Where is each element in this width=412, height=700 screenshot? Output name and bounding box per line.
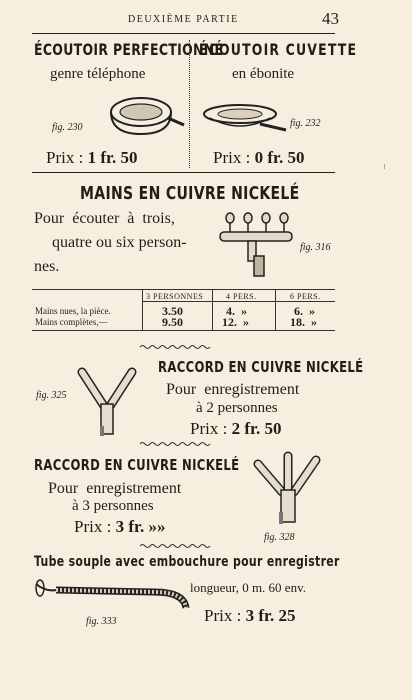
wavy-divider-1 [140,344,210,350]
margin-mark [384,164,385,169]
raccord-3-title: RACCORD EN CUIVRE NICKELÉ [34,456,240,474]
ecouteur-cuvette-title: ÉCOUTOIR CUVETTE [199,40,358,59]
raccord-3-desc-1: Pour enregistrement [48,480,182,497]
raccord-3-price-value: 3 fr. »» [115,517,166,536]
table-row-1-label: Mains nues, la pièce. [35,306,111,316]
table-row-1-val-3: 3.50 [162,304,183,318]
raccord-3-desc-2: à 3 personnes [72,498,154,514]
table-row-2-val-6: 18. » [290,315,317,329]
ecouteur-cuvette-price-value: 0 fr. 50 [254,148,305,167]
running-title: DEUXIÈME PARTIE [128,14,239,25]
raccord-2-desc-2: à 2 personnes [196,400,278,416]
table-row-2-label: Mains complètes,— [35,317,108,327]
raccord-2-title: RACCORD EN CUIVRE NICKELÉ [158,358,364,376]
tube-souple-fig: fig. 333 [86,616,117,627]
table-row-1-val-4: 4. » [226,304,247,318]
tube-souple-price [204,606,295,626]
tube-souple-price-prefix: Prix : [204,606,246,625]
mains-cuivre-desc-1: Pour écouter à trois, [34,210,175,227]
mains-cuivre-desc-3: nes. [34,258,60,275]
raccord-2-desc-1: Pour enregistrement [166,381,300,398]
raccord-3-illustration [250,452,330,532]
ecouteur-cuvette-illustration [200,100,292,140]
mains-cuivre-fig: fig. 316 [300,242,331,253]
mains-price-table [32,289,335,331]
mains-cuivre-desc-2: quatre ou six person- [52,234,187,251]
tube-souple-illustration [34,578,194,618]
ecouteur-cuvette-fig: fig. 232 [290,118,321,129]
column-divider [189,40,190,168]
wavy-divider-3 [140,543,210,549]
ecouteur-perfectionne-title: ÉCOUTOIR PERFECTIONNÉ [34,40,224,59]
table-header-4: 4 PERS. [226,292,257,301]
raccord-2-illustration [72,366,142,446]
ecouteur-perfectionne-fig: fig. 230 [52,122,83,133]
ecouteur-cuvette-subtitle: en ébonite [232,66,295,82]
table-header-3: 3 PERSONNES [146,292,204,301]
raccord-2-price-value: 2 fr. 50 [231,419,282,438]
raccord-3-fig: fig. 328 [264,532,295,543]
table-row-1-val-6: 6. » [294,304,315,318]
ecouteur-perfectionne-illustration [96,92,186,142]
table-row-2-val-4: 12. » [222,315,249,329]
raccord-3-price [74,517,165,537]
raccord-2-price-prefix: Prix : [190,419,232,438]
raccord-3-price-prefix: Prix : [74,517,116,536]
raccord-2-price [190,419,281,439]
wavy-divider-2 [140,441,210,447]
page-number: 43 [322,9,339,28]
mains-cuivre-illustration [214,210,298,282]
ecouteur-perfectionne-price-prefix: Prix : [46,148,88,167]
ecouteur-cuvette-price-prefix: Prix : [213,148,255,167]
ecouteur-perfectionne-price [46,148,137,168]
ecouteur-cuvette-price [213,148,304,168]
ecouteur-perfectionne-subtitle: genre téléphone [50,66,146,82]
table-header-6: 6 PERS. [290,292,321,301]
section-rule-1 [32,172,335,173]
tube-souple-length: longueur, 0 m. 60 env. [190,580,306,595]
tube-souple-price-value: 3 fr. 25 [245,606,296,625]
raccord-2-fig: fig. 325 [36,390,67,401]
tube-souple-title: Tube souple avec embouchure pour enregistrer [34,554,340,570]
mains-cuivre-title: MAINS EN CUIVRE NICKELÉ [80,183,300,204]
header-rule [32,33,335,34]
table-row-2-val-3: 9.50 [162,315,183,329]
ecouteur-perfectionne-price-value: 1 fr. 50 [87,148,138,167]
